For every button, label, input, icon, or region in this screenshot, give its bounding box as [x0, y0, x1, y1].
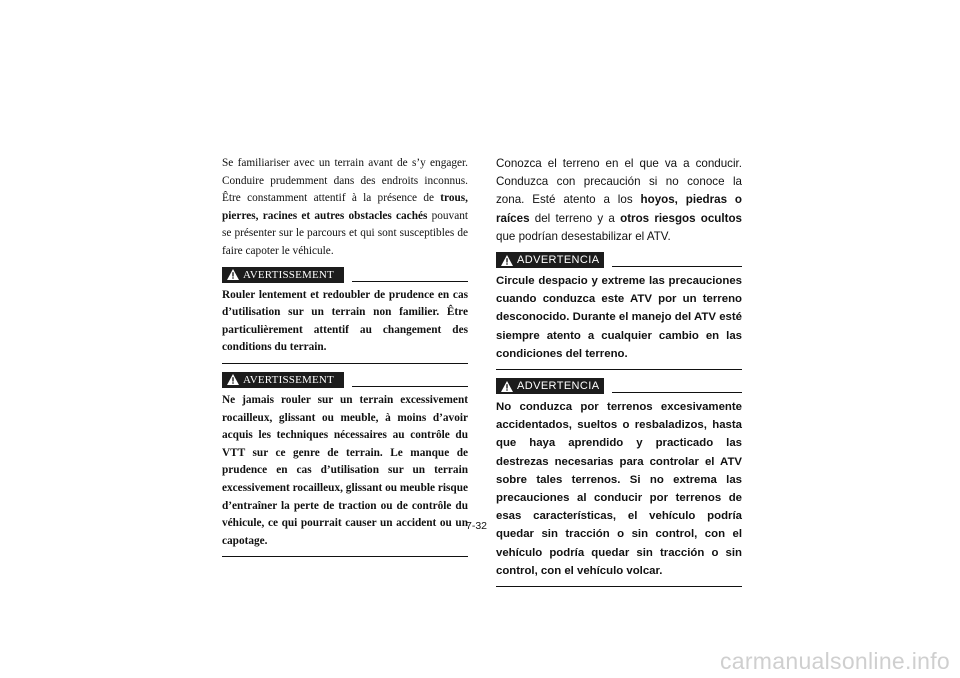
french-warning-2-text: Ne jamais rouler sur un terrain excessivement rocailleux, glissant ou meuble, à moins d’avoir acquis les techniques nécessaires au contrôle du VTT sur ce genre de terrain. Le manque de prudence en cas d’utilisation sur un terrain excessivement rocailleux, glissant ou meuble risque d’entraîner la perte de traction ou de contrôle du véhicule, ce qui pourrait causer un accident ou un capotage. [222, 393, 468, 547]
spanish-warning-1-badge [496, 252, 604, 268]
french-intro-bold: trous, pierres, racines et autres obstacles cachés [222, 192, 468, 222]
spanish-intro-bold-1: hoyos, piedras o raíces [496, 193, 742, 225]
french-warning-1-badge [222, 267, 344, 283]
spanish-warning-1-label: ADVERTENCIA [517, 254, 600, 267]
spanish-intro-text: Conozca el terreno en el que va a conducir. Conduzca con precaución si no conoce la zona. Esté atento a los [496, 157, 742, 207]
french-intro-text-end: pouvant se présenter sur le parcours et qui sont susceptibles de faire capoter le véhicule. [222, 209, 468, 257]
spanish-warning-2-text: No conduzca por terrenos excesivamente accidentados, sueltos o resbaladizos, hasta que haya aprendido y practicado las destrezas necesarias para controlar el ATV sobre tales terrenos. Si no extrema las precauciones al conducir por terrenos de esas características, el vehículo podría quedar sin tracción o sin control, con el vehículo podría quedar sin tracción o sin control, con el vehículo volcar. [496, 401, 742, 577]
spanish-warning-1-header-line [612, 266, 742, 267]
french-intro-paragraph [222, 155, 468, 261]
spanish-warning-1-header [496, 252, 742, 268]
french-warning-2-label: AVERTISSEMENT [243, 373, 334, 386]
warning-triangle-icon [501, 381, 513, 392]
french-warning-1-header [222, 267, 468, 283]
french-intro-text: Se familiariser avec un terrain avant de s’y engager. Conduire prudemment dans des endroits inconnus. Être constamment attentif à la présence de [222, 157, 468, 205]
spanish-warning-2-label: ADVERTENCIA [517, 380, 600, 393]
page-number: 7-32 [466, 520, 488, 532]
french-warning-1-header-line [352, 281, 468, 282]
spanish-intro-paragraph [496, 155, 742, 246]
spanish-intro-bold-2: otros riesgos ocultos [620, 211, 743, 225]
warning-triangle-icon [227, 374, 239, 385]
french-warning-2-badge [222, 372, 344, 388]
spanish-warning-2-badge [496, 378, 604, 394]
spanish-intro-text-end: que podrían desestabilizar el ATV. [496, 229, 671, 243]
french-warning-2-header [222, 372, 468, 388]
french-warning-2-header-line [352, 386, 468, 387]
spanish-intro-text-mid: del terreno y a [529, 211, 621, 225]
warning-triangle-icon [227, 269, 239, 280]
french-column [222, 155, 468, 557]
spanish-warning-2-divider [496, 586, 742, 587]
spanish-warning-2-header [496, 378, 742, 394]
spanish-column [496, 155, 742, 587]
spanish-warning-2-header-line [612, 392, 742, 393]
spanish-warning-1-divider [496, 369, 742, 370]
warning-triangle-icon [501, 255, 513, 266]
french-warning-1-text: Rouler lentement et redoubler de prudence en cas d’utilisation sur un terrain non familier. Être particulièrement attentif au changement des conditions du terrain. [222, 288, 468, 354]
french-warning-1-divider [222, 363, 468, 364]
spanish-warning-1-text: Circule despacio y extreme las precauciones cuando conduzca este ATV por un terreno desconocido. Durante el manejo del ATV esté siempre atento a cualquier cambio en las condiciones del terreno. [496, 275, 742, 360]
french-warning-2-divider [222, 556, 468, 557]
watermark: carmanualsonline.info [719, 648, 950, 674]
french-warning-1-label: AVERTISSEMENT [243, 268, 334, 281]
